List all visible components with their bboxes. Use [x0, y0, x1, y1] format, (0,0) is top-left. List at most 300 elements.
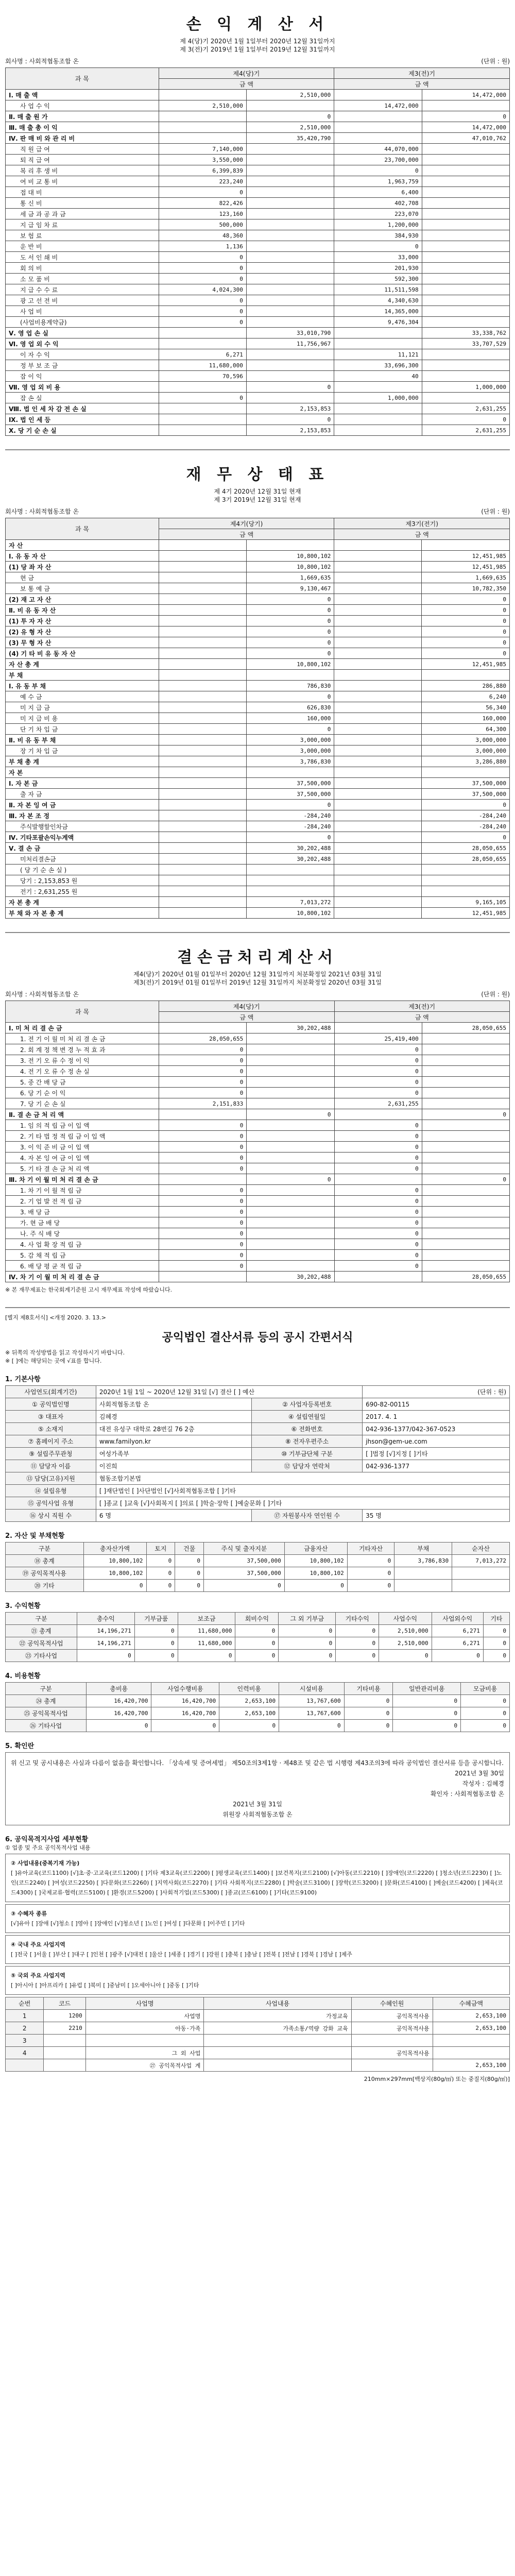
row-label: 도 서 인 쇄 비	[6, 252, 159, 263]
amount-cell: 2,510,000	[379, 1625, 432, 1637]
row-label: ㉓ 기타사업	[6, 1650, 77, 1662]
amount-cell	[246, 767, 334, 778]
confirm-text: 위 신고 및 공시내용은 사실과 다름이 없음을 확인합니다. 「상속세 및 증여세법」 제50조의3제1항 · 제48조 및 같은 법 시행령 제43조의3에 따라 공익법인 결산서류 등을 공시합니다.	[11, 1759, 504, 1767]
amount-cell: 3,550,000	[159, 155, 246, 165]
amount-cell: 3,786,830	[394, 1555, 452, 1567]
row-label: 운 반 비	[6, 241, 159, 252]
amount-cell: 0	[334, 1185, 422, 1196]
field-value: 여성가족부	[96, 1448, 251, 1460]
table-row	[6, 1077, 510, 1088]
row-label: 5. 감 채 적 립 금	[6, 1250, 159, 1261]
amount-cell	[422, 1077, 509, 1088]
row-label: 6. 당 기 순 이 익	[6, 1088, 159, 1098]
amount-cell	[422, 1120, 509, 1131]
column-header: 모금비용	[461, 1683, 510, 1695]
amount-cell	[247, 1261, 334, 1272]
row-label: 부 채 와 자 본 총 계	[6, 908, 159, 919]
table-row	[6, 886, 510, 897]
table-row	[6, 756, 510, 767]
amount-cell	[334, 810, 422, 821]
row-label: 3. 이 익 준 비 금 이 입 액	[6, 1142, 159, 1153]
amount-cell: 0	[247, 1174, 334, 1185]
confirm-sign: 위원장 사회적협동조합 온	[222, 1811, 293, 1818]
table-row	[6, 100, 510, 111]
amount-cell	[246, 219, 334, 230]
row-label: 접 대 비	[6, 187, 159, 198]
amount-cell	[159, 403, 246, 414]
amount-cell	[159, 875, 246, 886]
amount-cell	[334, 702, 422, 713]
amount-cell	[422, 1098, 509, 1109]
field-label: ② 사업자등록번호	[252, 1398, 363, 1411]
basic-title: 1. 기본사항	[5, 1376, 41, 1383]
amount-cell: 0	[159, 295, 246, 306]
amount-cell	[44, 2047, 85, 2059]
amount-cell: 0	[422, 626, 510, 637]
amount-cell: 0	[422, 1109, 509, 1120]
amount-cell: 0	[159, 1217, 247, 1228]
column-header: 주식 및 출자지분	[204, 1543, 285, 1555]
income-title: 손 익 계 산 서	[186, 15, 329, 33]
table-row	[6, 875, 510, 886]
table-row	[6, 317, 510, 328]
amount-cell: 33,000	[334, 252, 422, 263]
amount-cell: 70,596	[159, 371, 246, 382]
table-row	[6, 594, 510, 605]
amount-cell	[247, 1250, 334, 1261]
amount-cell: 384,930	[334, 230, 422, 241]
row-label: 2. 기 타 법 정 적 립 금 이 입 액	[6, 1131, 159, 1142]
table-row	[6, 854, 510, 865]
income-meta	[5, 57, 510, 65]
amount-cell: 0	[247, 1109, 334, 1120]
amount-cell: 3,000,000	[246, 735, 334, 745]
column-header: 사업수행비용	[151, 1683, 219, 1695]
row-label: ㉕ 공익목적사업	[6, 1707, 87, 1720]
row-label: (1) 투 자 자 산	[6, 616, 159, 626]
amount-cell	[159, 1023, 247, 1033]
amount-cell: 11,680,000	[159, 360, 246, 371]
amount-cell: 0	[83, 1580, 146, 1592]
amount-cell: 0	[134, 1650, 178, 1662]
amount-cell	[246, 165, 334, 176]
table-row	[6, 1033, 510, 1044]
amount-cell: 9,130,467	[246, 583, 334, 594]
amount-cell	[334, 886, 422, 897]
amount-cell	[159, 691, 246, 702]
amount-cell	[422, 1261, 509, 1272]
amount-cell: 가족소통/역량 강화 교육	[204, 2022, 351, 2035]
table-row	[6, 778, 510, 789]
amount-cell	[159, 425, 246, 436]
amount-cell	[159, 897, 246, 908]
form-notes: ※ 뒤쪽의 작성방법을 읽고 작성하시기 바랍니다. ※ [ ]에는 해당되는 곳에 √표를 합니다.	[5, 1349, 125, 1364]
amount-cell	[246, 540, 334, 551]
table-row	[6, 1435, 510, 1448]
amount-cell: 0	[334, 1088, 422, 1098]
field-value: 042-936-1377	[363, 1460, 510, 1472]
amount-cell: 0	[334, 1066, 422, 1077]
amount-cell: 25,419,400	[334, 1033, 422, 1044]
amount-cell	[159, 572, 246, 583]
row-label: Ⅰ. 미 처 리 결 손 금	[6, 1023, 159, 1033]
table-row	[6, 691, 510, 702]
amount-cell: 0	[284, 1580, 347, 1592]
amount-cell	[334, 875, 422, 886]
table-row	[6, 626, 510, 637]
table-row	[6, 1153, 510, 1163]
amount-cell: 0	[393, 1707, 461, 1720]
amount-cell	[334, 414, 422, 425]
amount-cell: 0	[159, 1142, 247, 1153]
amount-cell	[246, 886, 334, 897]
amount-cell: 2,631,255	[422, 425, 509, 436]
amount-cell: 1,669,635	[422, 572, 510, 583]
column-header: 부채	[394, 1543, 452, 1555]
income-statement	[5, 11, 510, 436]
amount-cell: 0	[146, 1580, 175, 1592]
table-row	[6, 767, 510, 778]
amount-cell: 1,000,000	[334, 393, 422, 403]
amount-cell: 33,707,529	[422, 338, 509, 349]
amount-cell: 3,000,000	[422, 745, 510, 756]
column-header: 그 외 기부금	[279, 1613, 336, 1625]
amount-cell: 0	[279, 1625, 336, 1637]
table-row	[6, 284, 510, 295]
row-label: 여 비 교 통 비	[6, 176, 159, 187]
detail-sub: ① 업종 및 주요 공익목적사업 내용	[5, 1844, 91, 1851]
deficit-table: 과 목 제4(당)기 제3(전)기 금 액 금 액 Ⅰ. 미 처 리 결 손 금 30,202,488 28,050,655 1. 전 기 이 월 미 처 리 결 손 금 28,050,655 25,419,400 2. 회 계 정 책 변 경 누 적 효 과 0 0 3. 전 기 오 류 수 정 이 익 0 0 4. 전 기 오 류 수 정 손 실 0 0 5. 중 간 배 당 금 0 0 6. 당 기 순 이 익 0 0 7. 당 기 순 손 실 2,151,833 2,631,255 Ⅱ. 결 손 금 처 리 액 0 0 1. 임 의 적 립 금 이 입 액 0 0 2. 기 타 법 정 적 립 금 이 입 액 0 0 3. 이 익 준 비 금 이 입 액 0 0 4. 자 본 잉 여 금 이 입 액 0 0 5. 기 타 결 손 금 처 리 액 0 0 Ⅲ. 차 기 이 월 미 처 리 결 손 금 0 0 1. 차 기 이 월 적 립 금 0 0 2. 기 업 발 전 적 립 금 0 0 3. 배 당 금 0 0 가. 현 금 배 당 0 0 나. 주 식 배 당 0 0 4. 사 업 확 장 적 립 금 0 0 5. 감 채 적 립 금 0 0 6. 배 당 평 균 적 립 금 0 0 Ⅳ. 차 기 이 월 미 처 리 결 손 금 30,202,488 28,050,655	[5, 1001, 510, 1282]
amount-cell: 14,196,271	[77, 1625, 134, 1637]
amount-cell: 3,000,000	[246, 745, 334, 756]
amount-cell	[246, 295, 334, 306]
table-row	[6, 252, 510, 263]
amount-cell	[159, 626, 246, 637]
row-label: 4	[6, 2047, 44, 2059]
table-row	[6, 425, 510, 436]
amount-cell: 0	[344, 1720, 393, 1732]
amount-cell: 0	[159, 252, 246, 263]
table-row	[6, 1066, 510, 1077]
amount-cell	[159, 886, 246, 897]
amount-cell: 0	[422, 414, 509, 425]
amount-cell	[159, 800, 246, 810]
amount-cell: 37,500,000	[204, 1567, 285, 1580]
amount-cell	[334, 328, 422, 338]
table-row	[6, 551, 510, 562]
amount-cell: 0	[235, 1650, 279, 1662]
amount-cell: 2,153,853	[246, 425, 334, 436]
amount-cell: -284,240	[422, 821, 510, 832]
amount-cell	[246, 241, 334, 252]
amount-cell	[334, 382, 422, 393]
row-label: 자 산 총 계	[6, 659, 159, 670]
amount-cell	[246, 100, 334, 111]
confirm-checker: 확인자 : 사회적협동조합 온	[431, 1790, 504, 1798]
amount-cell: 0	[334, 165, 422, 176]
amount-cell: 0	[246, 414, 334, 425]
amount-cell: 13,767,600	[279, 1707, 344, 1720]
row-label: Ⅶ. 영 업 외 비 용	[6, 382, 159, 393]
amount-cell	[422, 767, 510, 778]
table-row	[6, 382, 510, 393]
amount-cell: 37,500,000	[246, 778, 334, 789]
row-label: 단 기 차 입 금	[6, 724, 159, 735]
row-label: 6. 배 당 평 균 적 립 금	[6, 1261, 159, 1272]
field-label: ⑩ 기부금단체 구분	[252, 1448, 363, 1460]
amount-cell: 0	[159, 1185, 247, 1196]
amount-cell	[159, 605, 246, 616]
table-row	[6, 1460, 510, 1472]
table-row	[6, 1142, 510, 1153]
field-value: [ ]법정 [√]지정 [ ]기타	[363, 1448, 510, 1460]
table-row	[6, 349, 510, 360]
amount-cell	[422, 360, 509, 371]
table-row	[6, 540, 510, 551]
amount-cell: 0	[422, 111, 509, 122]
row-label: ㉖ 기타사업	[6, 1720, 87, 1732]
row-label: Ⅲ. 매 출 총 이 익	[6, 122, 159, 133]
amount-cell	[246, 274, 334, 284]
amount-cell	[159, 767, 246, 778]
row-label: Ⅵ. 영 업 외 수 익	[6, 338, 159, 349]
amount-cell	[422, 219, 509, 230]
confirm-box	[5, 1752, 510, 1825]
amount-cell: 0	[246, 832, 334, 843]
row-label: (사업비용계약금)	[6, 317, 159, 328]
row-label: 미처리결손금	[6, 854, 159, 865]
amount-cell: 0	[334, 1196, 422, 1207]
amount-cell: 14,472,000	[334, 100, 422, 111]
amount-cell: 0	[334, 1217, 422, 1228]
amount-cell: 0	[159, 1055, 247, 1066]
table-row	[6, 821, 510, 832]
amount-cell: 30,202,488	[246, 843, 334, 854]
amount-cell	[334, 562, 422, 572]
amount-cell: 0	[146, 1567, 175, 1580]
amount-cell	[334, 133, 422, 144]
amount-cell: 0	[159, 1153, 247, 1163]
field-label: ⑭ 설립유형	[6, 1485, 96, 1497]
row-label: 자 본	[6, 767, 159, 778]
field-label: ⑮ 공익사업 유형	[6, 1497, 96, 1510]
amount-cell: 0	[422, 594, 510, 605]
table-row	[6, 306, 510, 317]
row-label: ⑲ 공익목적사용	[6, 1567, 84, 1580]
amount-cell: 0	[159, 1261, 247, 1272]
law-note: [별지 제8호서식] <개정 2020. 3. 13.>	[5, 1314, 106, 1321]
confirm-title: 5. 확인란	[5, 1742, 35, 1750]
amount-cell: 0	[422, 832, 510, 843]
amount-cell: 223,240	[159, 176, 246, 187]
table-row	[6, 274, 510, 284]
amount-cell	[159, 854, 246, 865]
table-row	[6, 1472, 510, 1485]
row-label: 4. 자 본 잉 여 금 이 입 액	[6, 1153, 159, 1163]
amount-cell	[334, 648, 422, 659]
table-row	[6, 414, 510, 425]
row-label: (4) 기 타 비 유 동 자 산	[6, 648, 159, 659]
row-label: 가. 현 금 배 당	[6, 1217, 159, 1228]
expense-table	[5, 1682, 510, 1732]
amount-cell: 0	[235, 1625, 279, 1637]
amount-cell: 47,010,762	[422, 133, 509, 144]
amount-cell: 0	[334, 1250, 422, 1261]
amount-cell	[433, 2047, 509, 2059]
field-label: ⑯ 상시 직원 수	[6, 1510, 96, 1522]
column-header: 금융자산	[284, 1543, 347, 1555]
table-row	[6, 111, 510, 122]
amount-cell: 2,653,100	[219, 1707, 279, 1720]
amount-cell: 500,000	[159, 219, 246, 230]
amount-cell: 0	[334, 1120, 422, 1131]
row-label: 3. 배 당 금	[6, 1207, 159, 1217]
amount-cell	[422, 1207, 509, 1217]
amount-cell: 10,800,102	[246, 908, 334, 919]
row-label: ㉔ 총계	[6, 1695, 87, 1707]
amount-cell: 2,510,000	[246, 122, 334, 133]
amount-cell	[422, 198, 509, 209]
amount-cell: 2210	[44, 2022, 85, 2035]
amount-cell: 3,786,830	[246, 756, 334, 767]
amount-cell: 16,420,700	[87, 1695, 151, 1707]
amount-cell	[422, 1142, 509, 1153]
amount-cell: 0	[159, 274, 246, 284]
amount-cell	[159, 865, 246, 875]
amount-cell	[422, 1196, 509, 1207]
amount-cell: 44,070,000	[334, 144, 422, 155]
table-row	[6, 800, 510, 810]
amount-cell: 6,240	[422, 691, 510, 702]
amount-cell	[246, 198, 334, 209]
amount-cell: ㉗ 공익목적사업 계	[85, 2059, 204, 2072]
amount-cell	[422, 1033, 509, 1044]
table-row	[6, 295, 510, 306]
table-row	[6, 670, 510, 681]
amount-cell	[246, 306, 334, 317]
amount-cell: 0	[134, 1625, 178, 1637]
amount-cell	[422, 230, 509, 241]
confirm-author: 작성자 : 김혜경	[462, 1780, 504, 1787]
amount-cell: 0	[77, 1650, 134, 1662]
amount-cell: 37,500,000	[204, 1555, 285, 1567]
table-row	[6, 1185, 510, 1196]
amount-cell	[422, 284, 509, 295]
table-row	[6, 371, 510, 382]
column-header: 구분	[6, 1543, 84, 1555]
row-label: 나. 주 식 배 당	[6, 1228, 159, 1239]
amount-cell	[334, 338, 422, 349]
amount-cell: 0	[219, 1720, 279, 1732]
row-label: Ⅴ. 영 업 손 실	[6, 328, 159, 338]
amount-cell	[159, 659, 246, 670]
amount-cell: 30,202,488	[247, 1272, 334, 1282]
table-row	[6, 745, 510, 756]
field-label: ⑦ 홈페이지 주소	[6, 1435, 96, 1448]
column-header: 구분	[6, 1613, 77, 1625]
amount-cell: 12,451,985	[422, 562, 510, 572]
amount-cell: 0	[235, 1637, 279, 1650]
column-header: 기타	[483, 1613, 509, 1625]
amount-cell: 0	[334, 1055, 422, 1066]
amount-cell: 2,151,833	[159, 1098, 247, 1109]
amount-cell	[422, 865, 510, 875]
amount-cell	[159, 735, 246, 745]
table-row	[6, 1217, 510, 1228]
table-row	[6, 2047, 510, 2059]
amount-cell	[246, 371, 334, 382]
row-label: 2. 기 업 발 전 적 립 금	[6, 1196, 159, 1207]
amount-cell: 12,451,985	[422, 659, 510, 670]
amount-cell: -284,240	[422, 810, 510, 821]
field-label: ⑬ 담당(고유)지원	[6, 1472, 96, 1485]
amount-cell	[159, 713, 246, 724]
field-value: [ ]재단법인 [ ]사단법인 [√]사회적협동조합 [ ]기타	[96, 1485, 509, 1497]
amount-cell: 0	[151, 1720, 219, 1732]
table-row	[6, 155, 510, 165]
table-row	[6, 1497, 510, 1510]
amount-cell: 10,800,102	[284, 1555, 347, 1567]
row-label: 부 채 총 계	[6, 756, 159, 767]
revenue-title: 3. 수익현황	[5, 1602, 41, 1610]
row-label: 주식발행할인차금	[6, 821, 159, 832]
column-header: 기타자산	[347, 1543, 394, 1555]
divider	[5, 1307, 510, 1308]
company-name: 회사명 : 사회적협동조합 온	[5, 58, 79, 65]
amount-cell	[246, 360, 334, 371]
business-detail-table	[5, 1997, 510, 2072]
amount-cell: 11,756,967	[246, 338, 334, 349]
row-label: 통 신 비	[6, 198, 159, 209]
row-label: Ⅱ. 매 출 원 가	[6, 111, 159, 122]
amount-cell: 37,500,000	[422, 789, 510, 800]
table-row	[6, 1023, 510, 1033]
amount-cell	[247, 1077, 334, 1088]
amount-cell	[334, 572, 422, 583]
amount-cell: 0	[146, 1555, 175, 1567]
table-row	[6, 1163, 510, 1174]
field-label: ⑤ 소재지	[6, 1423, 96, 1435]
amount-cell: 2,653,100	[219, 1695, 279, 1707]
column-header: 회비수익	[235, 1613, 279, 1625]
amount-cell: 1,200,000	[334, 219, 422, 230]
row-label: (2) 재 고 자 산	[6, 594, 159, 605]
amount-cell: 0	[344, 1695, 393, 1707]
amount-cell	[422, 1044, 509, 1055]
table-row	[6, 583, 510, 594]
amount-cell: 2,653,100	[433, 2059, 509, 2072]
amount-cell: 23,700,000	[334, 155, 422, 165]
amount-cell	[159, 681, 246, 691]
amount-cell	[159, 702, 246, 713]
amount-cell	[159, 540, 246, 551]
column-header: 사업명	[85, 1997, 204, 2010]
amount-cell: 0	[246, 616, 334, 626]
amount-cell	[159, 724, 246, 735]
amount-cell	[422, 306, 509, 317]
amount-cell: 10,800,102	[246, 562, 334, 572]
amount-cell: 0	[461, 1695, 510, 1707]
amount-cell: 0	[87, 1720, 151, 1732]
row-label: ㉒ 공익목적사업	[6, 1637, 77, 1650]
amount-cell	[159, 821, 246, 832]
table-row	[6, 90, 510, 100]
amount-cell	[334, 789, 422, 800]
row-label: 당기 : 2,153,853 원	[6, 875, 159, 886]
amount-cell	[334, 1023, 422, 1033]
table-row	[6, 133, 510, 144]
amount-cell: 0	[279, 1637, 336, 1650]
